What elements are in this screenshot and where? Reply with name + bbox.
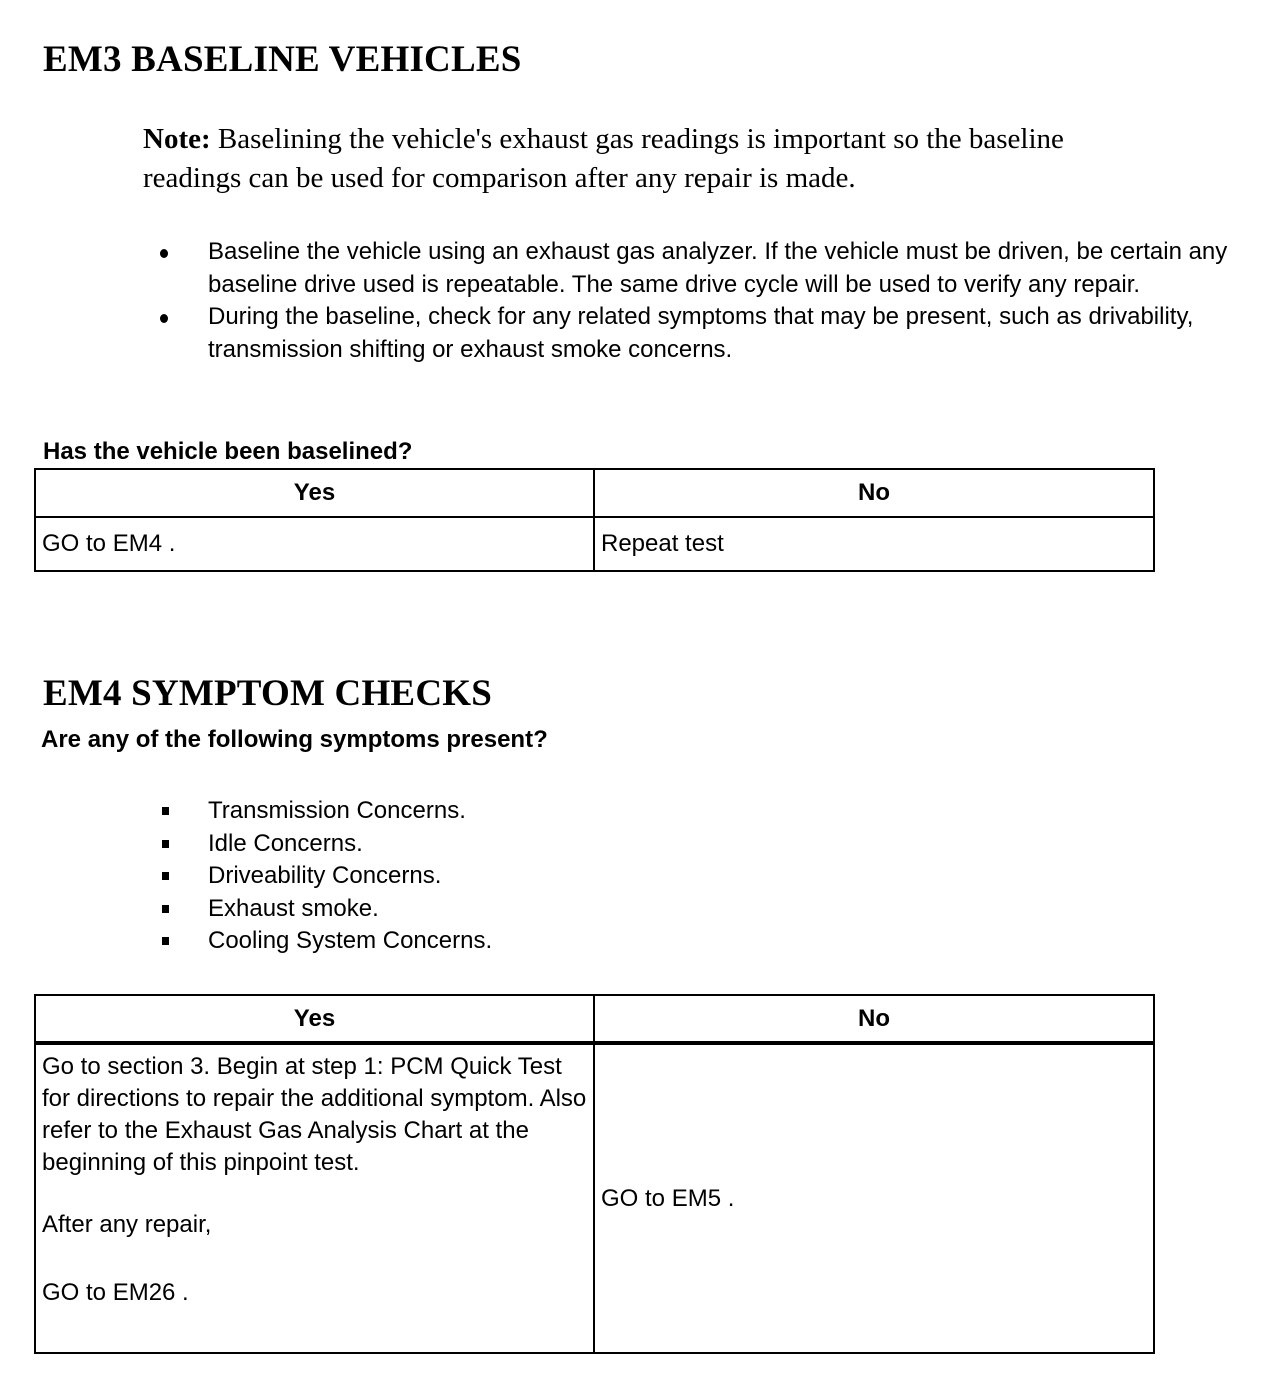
em3-question: Has the vehicle been baselined? (43, 438, 413, 465)
table-header-yes: Yes (35, 469, 594, 517)
list-item (142, 860, 1042, 893)
go-to-em4-link[interactable]: GO to EM4 . (42, 530, 176, 557)
em4-decision-table (34, 994, 1155, 1354)
note-line2: readings can be used for comparison after any repair is made. (143, 162, 856, 194)
table-cell-yes (35, 517, 594, 571)
table-header-no: No (594, 995, 1154, 1043)
square-bullet-icon (162, 937, 169, 945)
table-header-no: No (594, 469, 1154, 517)
after-repair-text: After any repair, (42, 1211, 212, 1238)
bullet-icon (160, 314, 168, 323)
list-item (142, 236, 1242, 301)
table-header-yes: Yes (35, 995, 594, 1043)
bullet-text: During the baseline, check for any related symptoms that may be present, such as drivability, transmission shifting or exhaust smoke concerns. (208, 303, 1194, 363)
square-bullet-icon (162, 872, 169, 880)
square-bullet-icon (162, 807, 169, 815)
square-bullet-icon (162, 840, 169, 848)
yes-instructions: Go to section 3. Begin at step 1: PCM Quick Test for directions to repair the additional symptom. Also refer to the Exhaust Gas Analysis Chart at the beginning of this pinpoint test. (42, 1053, 587, 1176)
table-row (35, 517, 1154, 571)
symptom-list (142, 795, 1042, 958)
list-item (142, 925, 1042, 958)
go-to-em5-link[interactable]: GO to EM5 . (601, 1184, 735, 1212)
symptom-text: Idle Concerns. (208, 829, 363, 857)
square-bullet-icon (162, 905, 169, 913)
table-cell-yes (35, 1043, 594, 1353)
table-row (35, 1043, 1154, 1353)
symptom-text: Transmission Concerns. (208, 797, 466, 824)
em4-question: Are any of the following symptoms present? (41, 726, 548, 753)
symptom-text: Exhaust smoke. (208, 894, 379, 922)
list-item (142, 893, 1042, 926)
note-label: Note: (143, 123, 211, 155)
symptom-text: Cooling System Concerns. (208, 927, 493, 954)
em4-heading: EM4 SYMPTOM CHECKS (43, 673, 492, 714)
symptom-text: Driveability Concerns. (208, 862, 442, 889)
bullet-icon (160, 249, 168, 258)
em3-note (143, 120, 1233, 198)
table-cell-no (594, 1043, 1154, 1353)
go-to-em26-link[interactable]: GO to EM26 . (42, 1279, 189, 1306)
list-item (142, 301, 1242, 366)
table-cell-no: Repeat test (594, 517, 1154, 571)
em3-heading: EM3 BASELINE VEHICLES (43, 39, 522, 80)
em3-decision-table (34, 468, 1155, 572)
note-line1: Baselining the vehicle's exhaust gas readings is important so the baseline (210, 123, 1064, 155)
list-item (142, 795, 1042, 828)
em3-bullet-list (142, 236, 1242, 366)
bullet-text: Baseline the vehicle using an exhaust gas analyzer. If the vehicle must be driven, be certain any baseline drive used is repeatable. The same drive cycle will be used to verify any repair. (208, 238, 1228, 298)
list-item (142, 828, 1042, 861)
